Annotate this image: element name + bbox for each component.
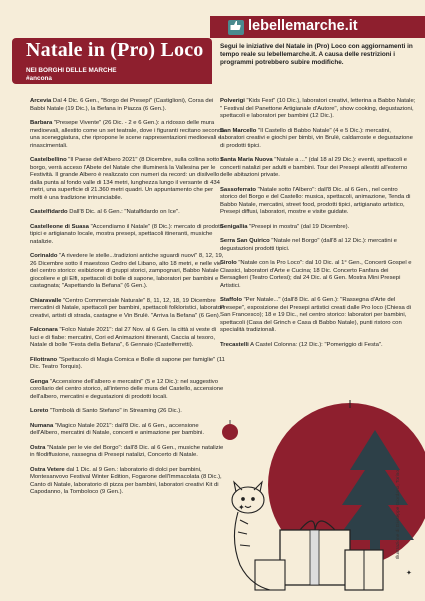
town-name: Barbara [30, 120, 53, 126]
event-description: "Il Castello di Babbo Natale" (4 e 5 Dic.): mercatini, laboratori creativi e giochi per bimbi, vin Brulè, caldarroste e degustazione di prodotti tipici. [220, 127, 413, 149]
event-entry [30, 408, 226, 416]
event-description: "Tombolà di Santo Stefano" in Streaming (26 Dic.). [48, 408, 182, 414]
hashtag: #ancona [26, 75, 52, 82]
event-description: "Natale sotto l'Albero": dall'8 Dic. al 6 Gen., nel centro storico del Borgo e del Castello: musica, spettacoli, animazione, Tenda di Babbo Natale, mercatini, street food, prodotti tipici, artigianato artistico, Presepi diffusi, laboratori, mostre e visite guidate. [220, 186, 411, 215]
town-name: Corinaldo [30, 253, 58, 259]
event-entry [30, 327, 226, 350]
event-description: Dall'8 Dic. al 6 Gen.: "Natalfidardo on Ice". [67, 209, 180, 215]
event-entry [30, 209, 226, 217]
event-entry [30, 357, 226, 372]
event-description: "Natale nel Borgo" (dall'8 al 12 Dic.): mercatini e degustazioni prodotti tipici. [220, 238, 397, 252]
town-name: Genga [30, 378, 49, 385]
christmas-illustration [220, 400, 425, 601]
town-name: Castelleone di Suasa [30, 223, 89, 230]
event-description: "Kids Fest" (10 Dic.), laboratori creativi, letterina a Babbo Natale; " Festival del Panettone Artigianale d'Autore", show cooking, degustazioni, spettacoli e laboratori per bambini (12 Dic.). [220, 98, 416, 119]
event-entry [30, 298, 226, 321]
event-description: "Accendiamo il Natale" (8 Dic.): mercato di prodotti tipici e artigianato locale, mostra presepi, spettacoli itineranti, musiche natalizie. [30, 223, 223, 245]
event-description: "Natale per le vie del Borgo": dall'8 Dic. al 6 Gen., musiche natalizie in filodiffusione, rassegna di Presepi natalizi, Concerto di Natale. [30, 444, 224, 458]
town-name: Falconara [30, 327, 58, 333]
event-entry [30, 445, 226, 460]
town-name: Castelbellino [30, 157, 67, 163]
small-ornament [222, 424, 238, 440]
photo-credit: Illustrazione di Giuseppe Giordano, Torino [396, 470, 401, 560]
event-description: A Castel Colonna: (12 Dic.): "Pomeriggio di Festa". [248, 341, 383, 348]
event-description: "Per Natale..." (dall'8 Dic. al 6 Gen.): "Rassegna d'Arte del Presepe", esposizione dei Presepi artistici creati dalle Pro loco (Chiesa di San Francesco); 18 e 19 Dic., nel centro storico: laboratori per bambini, spettacoli (Casa del Grinch e Casa di Babbo Natale), punti ristoro con specialità tradizionali. [220, 297, 412, 333]
page-subtitle: NEI BORGHI DELLE MARCHE [26, 67, 117, 74]
town-name: Trecastelli [220, 341, 249, 348]
town-name: San Marcello [220, 127, 257, 134]
event-entry [30, 253, 226, 291]
event-entry [220, 297, 416, 335]
event-description: "Presepe Vivente" (26 Dic. - 2 e 6 Gen.): a ridosso delle mura medioevali, allestito come un set teatrale, dove i figuranti recitano secondo una sceneggiatura, che ripropone le scene rappresentazioni medioevali e rinascimentali. [30, 120, 225, 149]
town-name: Sirolo [220, 260, 237, 266]
town-name: Numana [30, 422, 54, 429]
event-entry [30, 98, 226, 113]
event-description: "Centro Commerciale Naturale" 8, 11, 12, 18, 19 Dicembre mercatini di Natale, spettacoli per bambini, spettacoli folkloristici, laboratori creativi, artisti di strada, castagne e Vin Brulè. "Arriva la Befana" (6 Gen). [30, 297, 225, 319]
event-entry [220, 342, 416, 350]
svg-text:✦: ✦ [238, 503, 245, 512]
brand-name[interactable]: lebellemarche.it [248, 18, 358, 34]
left-column [30, 98, 226, 504]
town-name: Senigallia [220, 223, 248, 230]
town-name: Filottrano [30, 356, 58, 363]
event-entry [220, 157, 416, 180]
town-name: Ostra [30, 444, 46, 451]
town-name: Santa Maria Nuova [220, 157, 273, 163]
event-entry [30, 379, 226, 402]
event-entry [220, 128, 416, 151]
svg-text:✦: ✦ [406, 569, 412, 577]
town-name: Sassoferrato [220, 186, 257, 193]
event-description: "Il Paese dell'Albero 2021" (8 Dicembre, sulla collina sotto il borgo, verrà acceso l'Abete del Natale che illuminerà la Vallesina per le Festività. Il grande Albero è realizzato con numeri da record: un disilvello dalla punta al fondo valle di 134 metri, lunghezza lungo il versante di 434 metri, una superficie di 21.360 metri quadri. Un appuntamento che per molti è una tradizione irrinunciabile. [30, 157, 224, 201]
event-description: "A rivedere le stelle...tradizioni antiche sguardi nuovi" 8, 12, 19, 26 Dicembre sotto il maestoso Cedro del Libano, alto 18 metri, e nelle vie del centro storico: esibizione di gruppi storici, zampognari, Babbo Natale giocoliere e gli Elfi, spettacoli di bolle di sapone, laboratori per bambini e castagnata; "Aspettando la Befana" (6 Gen.). [30, 253, 224, 289]
event-entry [220, 224, 416, 232]
event-description: "Magico Natale 2021": dall'8 Dic. al 6 Gen., accensione dell'Albero, mercatini di Natale, concerti e animazione per bambini. [30, 422, 205, 436]
page-title: Natale in (Pro) Loco [26, 39, 204, 61]
event-entry [30, 467, 226, 497]
event-description: "Spettacolo di Magia Comica e Bolle di sapone per famiglie" (11 Dic. Teatro Torquis). [30, 356, 225, 370]
town-name: Ostra Vetere [30, 466, 65, 473]
event-description: dal 1 Dic. al 9 Gen.: laboratorio di dolci per bambini, Montesanvovo Festival Winter Edition, Fogarone dell'Immacolata (8 Dic.), Canto di Natale, laboratorio di pizza per bambini, laboratori creativi Kit di Capodanno, la Tomboloco (9 Gen.). [30, 466, 222, 495]
event-entry [30, 224, 226, 247]
event-description: "Natale con la Pro Loco": dal 10 Dic. al 1° Gen., Concerti Gospel e Classici, laboratori d'Arte e Cucina; 18 Dic. Concerto Fanfara dei Bersaglieri (Teatro Cortesi); dal 24 Dic. al 6 Gen. Mostra Mini Presepi Artistici. [220, 260, 412, 289]
town-name: Castelfidardo [30, 209, 68, 215]
town-name: Staffolo [220, 297, 242, 303]
event-entry [220, 98, 416, 121]
event-description: "Folco Natale 2021": dal 27 Nov. al 6 Gen. la città si veste di luci e di fiabe: mercatini, Cori ed Animazioni itineranti, Caccia al tesoro, Natale di bolle "Festa della Befana", 6 Gennaio (Castelferretti). [30, 327, 217, 348]
right-column [220, 98, 416, 356]
town-name: Serra San Quirico [220, 238, 270, 244]
intro-text: Segui le iniziative del Natale in (Pro) Loco con aggiornamenti in tempo reale su lebellemarche.it. A causa delle restrizioni i programmi potrebbero subire modifiche. [220, 43, 413, 67]
event-entry [220, 187, 416, 217]
event-description: "Presepi in mostra" (dal 19 Dicembre). [247, 223, 350, 230]
event-entry [220, 238, 416, 253]
town-name: Arcevia [30, 98, 52, 104]
event-description: "Natale a ..." (dal 18 al 29 Dic.): eventi, spettacoli e concerti natalizi per adulti e bambini. Tour dei Presepi allestiti all'esterno delle abitazioni private. [220, 157, 408, 178]
town-name: Loreto [30, 408, 49, 414]
event-entry [30, 423, 226, 438]
town-name: Chiaravalle [30, 297, 62, 304]
event-description: "Accensione dell'albero e mercatini" (5 e 12 Dic.): nel suggestivo corollario del centro storico, all'interno delle mura del Castello, accensione dell'albero, mercatini e degustazioni di prodotti locali. [30, 378, 224, 400]
event-entry [30, 120, 226, 150]
town-name: Polverigi [220, 98, 245, 104]
event-entry [30, 157, 226, 202]
event-description: Dal 4 Dic. 6 Gen., "Borgo dei Presepi" (Castiglioni), Corsa dei Babbi Natale (19 Dic.), la Befana in Piazza (6 Gen.). [30, 98, 214, 112]
event-entry [220, 260, 416, 290]
thumbs-up-icon [226, 16, 246, 38]
